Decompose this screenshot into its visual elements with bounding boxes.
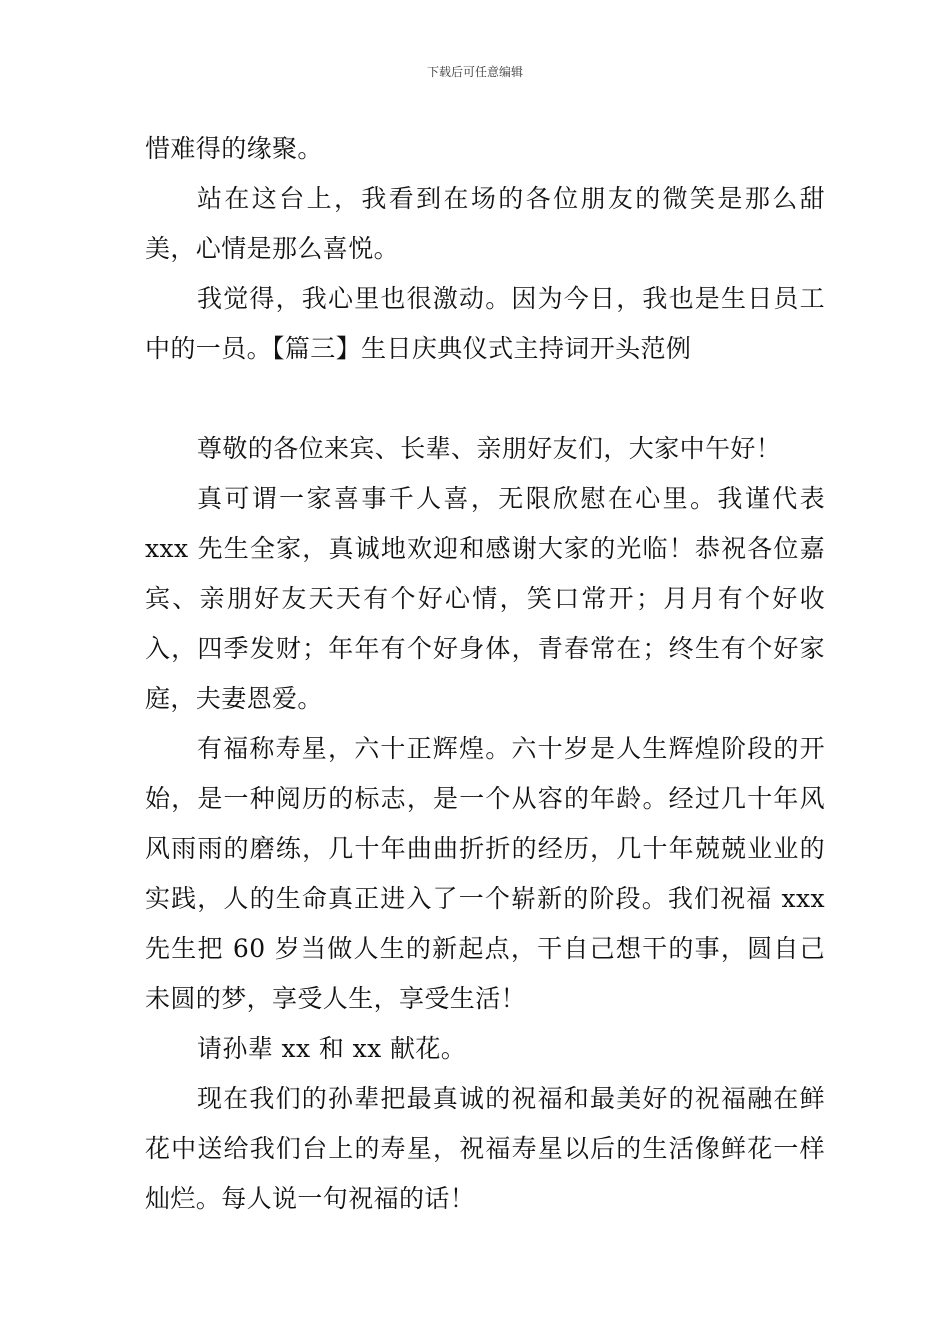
paragraph-4: 尊敬的各位来宾、长辈、亲朋好友们，大家中午好！ xyxy=(197,434,782,463)
page-header-note: 下载后可任意编辑 xyxy=(426,65,523,79)
paragraph-5: 真可谓一家喜事千人喜，无限欣慰在心里。我谨代表 xxx 先生全家，真诚地欢迎和感谢大家的光临！恭祝各位嘉宾、亲朋好友天天有个好心情，笑口常开；月月有个好收入，四季发财；年年有个好身体，青春常在；终生有个好家庭，夫妻恩爱。 xyxy=(145,484,825,713)
paragraph-7: 请孙辈 xx 和 xx 献花。 xyxy=(197,1034,467,1063)
paragraph-2: 站在这台上，我看到在场的各位朋友的微笑是那么甜美，心情是那么喜悦。 xyxy=(145,184,825,263)
paragraph-8: 现在我们的孙辈把最真诚的祝福和最美好的祝福融在鲜花中送给我们台上的寿星，祝福寿星以后的生活像鲜花一样灿烂。每人说一句祝福的话！ xyxy=(145,1084,825,1213)
paragraph-3: 我觉得，我心里也很激动。因为今日，我也是生日员工中的一员。【篇三】生日庆典仪式主持词开头范例 xyxy=(145,284,825,363)
paragraph-1: 惜难得的缘聚。 xyxy=(145,134,323,163)
paragraph-6: 有福称寿星，六十正辉煌。六十岁是人生辉煌阶段的开始，是一种阅历的标志，是一个从容的年龄。经过几十年风风雨雨的磨练，几十年曲曲折折的经历，几十年兢兢业业的实践，人的生命真正进入了一个崭新的阶段。我们祝福 xxx 先生把 60 岁当做人生的新起点，干自己想干的事，圆自己未圆的梦，享受人生，享受生活！ xyxy=(145,734,825,1013)
document-body xyxy=(145,124,825,1224)
paragraph-gap xyxy=(145,374,825,424)
